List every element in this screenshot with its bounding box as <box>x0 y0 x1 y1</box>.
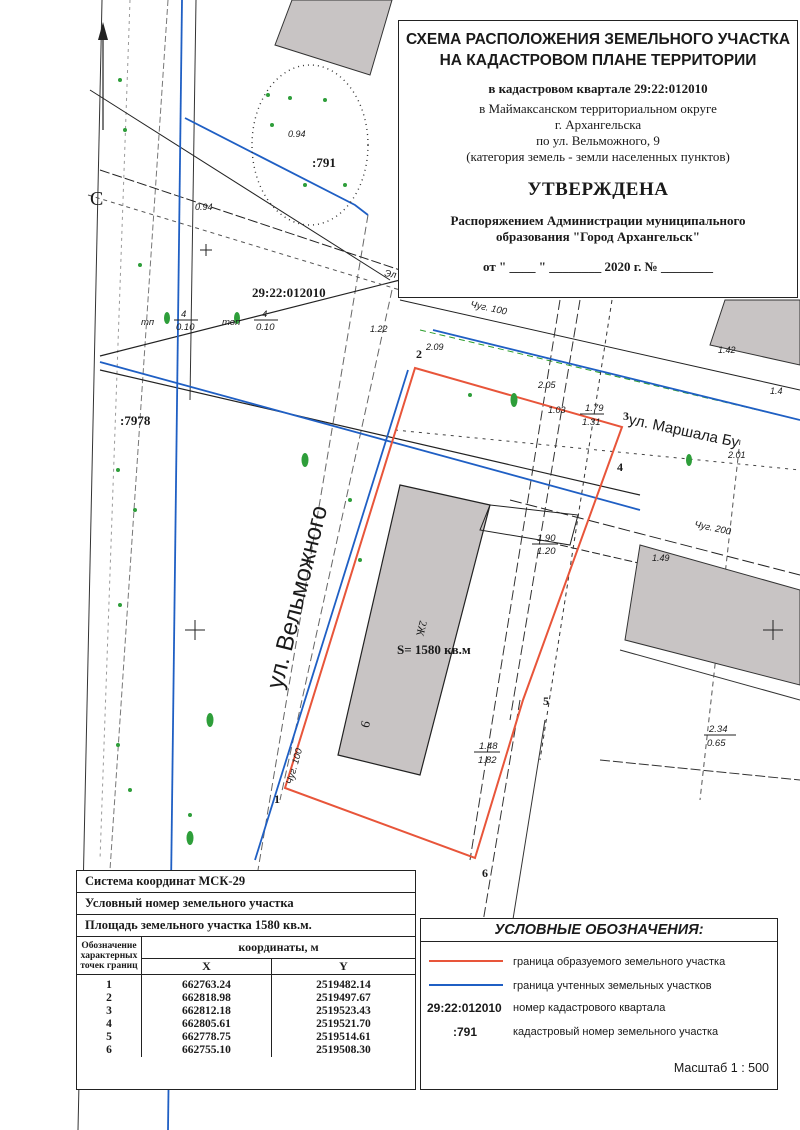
fraction-5-top: 4 <box>181 309 187 320</box>
point-cell: 3 <box>77 1005 142 1018</box>
building-east-north <box>710 300 800 365</box>
coordinates-block <box>76 870 416 1090</box>
table-row <box>77 1018 415 1031</box>
district-line: в Маймаксанском территориальном округе <box>479 101 717 116</box>
y-cell: 2519482.14 <box>316 979 371 991</box>
coordinates-table <box>77 937 415 1057</box>
parcel-number-label: Условный номер земельного участка <box>77 893 415 915</box>
tree-label-2: топ <box>222 317 241 328</box>
building-main <box>338 485 490 775</box>
y-cell: 2519508.30 <box>316 1044 371 1056</box>
x-cell: 662778.75 <box>142 1031 272 1044</box>
blue-line-icon <box>427 977 505 997</box>
document-title: СХЕМА РАСПОЛОЖЕНИЯ ЗЕМЕЛЬНОГО УЧАСТКА НА КАДАСТРОВОМ ПЛАНЕ ТЕРРИТОРИИ <box>405 31 791 69</box>
city-line: г. Архангельска <box>554 117 642 132</box>
fraction-5-bottom: 0.10 <box>176 322 195 333</box>
quarter-label-map: 29:22:012010 <box>252 285 326 300</box>
street-line: по ул. Вельможного, 9 <box>536 133 660 148</box>
fraction-2-top: 1.90 <box>537 533 556 544</box>
street-label-velmozhnogo: ул. Вельможного <box>261 502 334 692</box>
point-cell: 2 <box>77 992 142 1005</box>
point-number-1: 1 <box>274 792 280 806</box>
pipe-label-3: Чуг. 100 <box>469 299 508 318</box>
coordinate-system: Система координат МСК-29 <box>77 871 415 893</box>
fraction-2-bottom: 1.20 <box>537 546 556 557</box>
fraction-4-top: 2.34 <box>709 724 728 735</box>
legend-title: УСЛОВНЫЕ ОБОЗНАЧЕНИЯ: <box>421 919 777 942</box>
building-north <box>275 0 392 75</box>
house-floors: 2Ж <box>413 619 429 638</box>
legend-item-new-boundary: граница образуемого земельного участка <box>421 953 777 973</box>
table-row <box>77 975 415 993</box>
orange-line-icon <box>427 953 505 973</box>
letter-c: С <box>90 188 104 210</box>
legend-item-registered-boundary: граница учтенных земельных участков <box>421 977 777 997</box>
point-number-4: 4 <box>617 460 623 474</box>
point-cell: 6 <box>77 1044 142 1057</box>
approved-stamp: УТВЕРЖДЕНА <box>527 179 669 200</box>
table-row <box>77 1005 415 1018</box>
pipe-label-1: Чуг. 200 <box>693 519 732 538</box>
fraction-1-top: 1.79 <box>585 403 604 414</box>
table-row <box>77 1044 415 1057</box>
category-line: (категория земель - земли населенных пунктов) <box>466 149 730 164</box>
elevation-7: 1.42 <box>718 345 736 355</box>
order-line-2: образования "Город Архангельск" <box>496 229 700 244</box>
x-cell: 662812.18 <box>142 1005 272 1018</box>
col-x-header: X <box>142 959 272 975</box>
elevation-9: 2.01 <box>728 450 746 460</box>
col-y-header: Y <box>271 959 415 975</box>
elevation-6: 1.03 <box>548 405 566 415</box>
elevation-2: 0.94 <box>195 202 213 212</box>
pipe-label-2: Чуг. 100 <box>284 747 306 786</box>
area-row: Площадь земельного участка 1580 кв.м. <box>77 915 415 937</box>
parcel-791-label: :791 <box>312 155 336 170</box>
x-cell: 662763.24 <box>142 975 272 993</box>
fraction-6-bottom: 0.10 <box>256 322 275 333</box>
scale-label: Масштаб 1 : 500 <box>673 1061 769 1075</box>
fraction-4-bottom: 0.65 <box>707 738 726 749</box>
point-number-6: 6 <box>482 866 488 880</box>
street-label-marshala: ул. Маршала Бу <box>627 411 741 452</box>
building-east <box>625 545 800 685</box>
fraction-1-bottom: 1.31 <box>582 417 601 428</box>
point-cell: 1 <box>77 975 142 993</box>
date-line: от " ____ " ________ 2020 г. № ________ <box>483 259 713 274</box>
elevation-1: 0.94 <box>288 129 306 139</box>
y-cell: 2519514.61 <box>316 1031 371 1043</box>
order-line-1: Распоряжением Администрации муниципального <box>450 213 746 228</box>
area-label: S= 1580 кв.м <box>397 642 471 657</box>
annex <box>480 505 578 545</box>
fraction-6-top: 4 <box>262 309 268 320</box>
point-number-5: 5 <box>543 694 549 708</box>
parcel-7978-label: :7978 <box>120 413 151 428</box>
table-row <box>77 992 415 1005</box>
col-coords-header: координаты, м <box>142 937 416 959</box>
col-point-header: Обозначение характерных точек границ <box>77 937 142 975</box>
elevation-4: 2.09 <box>426 342 444 352</box>
point-number-2: 2 <box>416 347 422 361</box>
fraction-3-bottom: 1.82 <box>478 755 497 766</box>
elevation-3: 1.22 <box>370 324 388 334</box>
x-cell: 662805.61 <box>142 1018 272 1031</box>
x-cell: 662818.98 <box>142 992 272 1005</box>
table-row <box>77 1031 415 1044</box>
legend-item-parcel: :791 кадастровый номер земельного участка <box>453 1025 719 1039</box>
y-cell: 2519523.43 <box>316 1005 371 1017</box>
pipe-label-4: Эл <box>383 268 398 282</box>
elevation-10: 1.4 <box>770 386 783 396</box>
quarter-line: в кадастровом квартале 29:22:012010 <box>488 81 708 96</box>
elevation-8: 1.49 <box>652 553 670 563</box>
point-number-3: 3 <box>623 409 629 423</box>
vegetation-area-791 <box>252 65 368 225</box>
y-cell: 2519497.67 <box>316 992 371 1004</box>
fraction-3-top: 1.48 <box>479 741 498 752</box>
x-cell: 662755.10 <box>142 1044 272 1057</box>
house-number: 9 <box>357 719 374 730</box>
tree-label-1: тп <box>141 317 155 328</box>
point-cell: 4 <box>77 1018 142 1031</box>
point-cell: 5 <box>77 1031 142 1044</box>
y-cell: 2519521.70 <box>316 1018 371 1030</box>
elevation-5: 2.05 <box>538 380 556 390</box>
title-block <box>398 20 798 298</box>
legend-item-quarter: 29:22:012010 номер кадастрового квартала <box>427 1001 666 1015</box>
legend-block <box>420 918 778 1090</box>
